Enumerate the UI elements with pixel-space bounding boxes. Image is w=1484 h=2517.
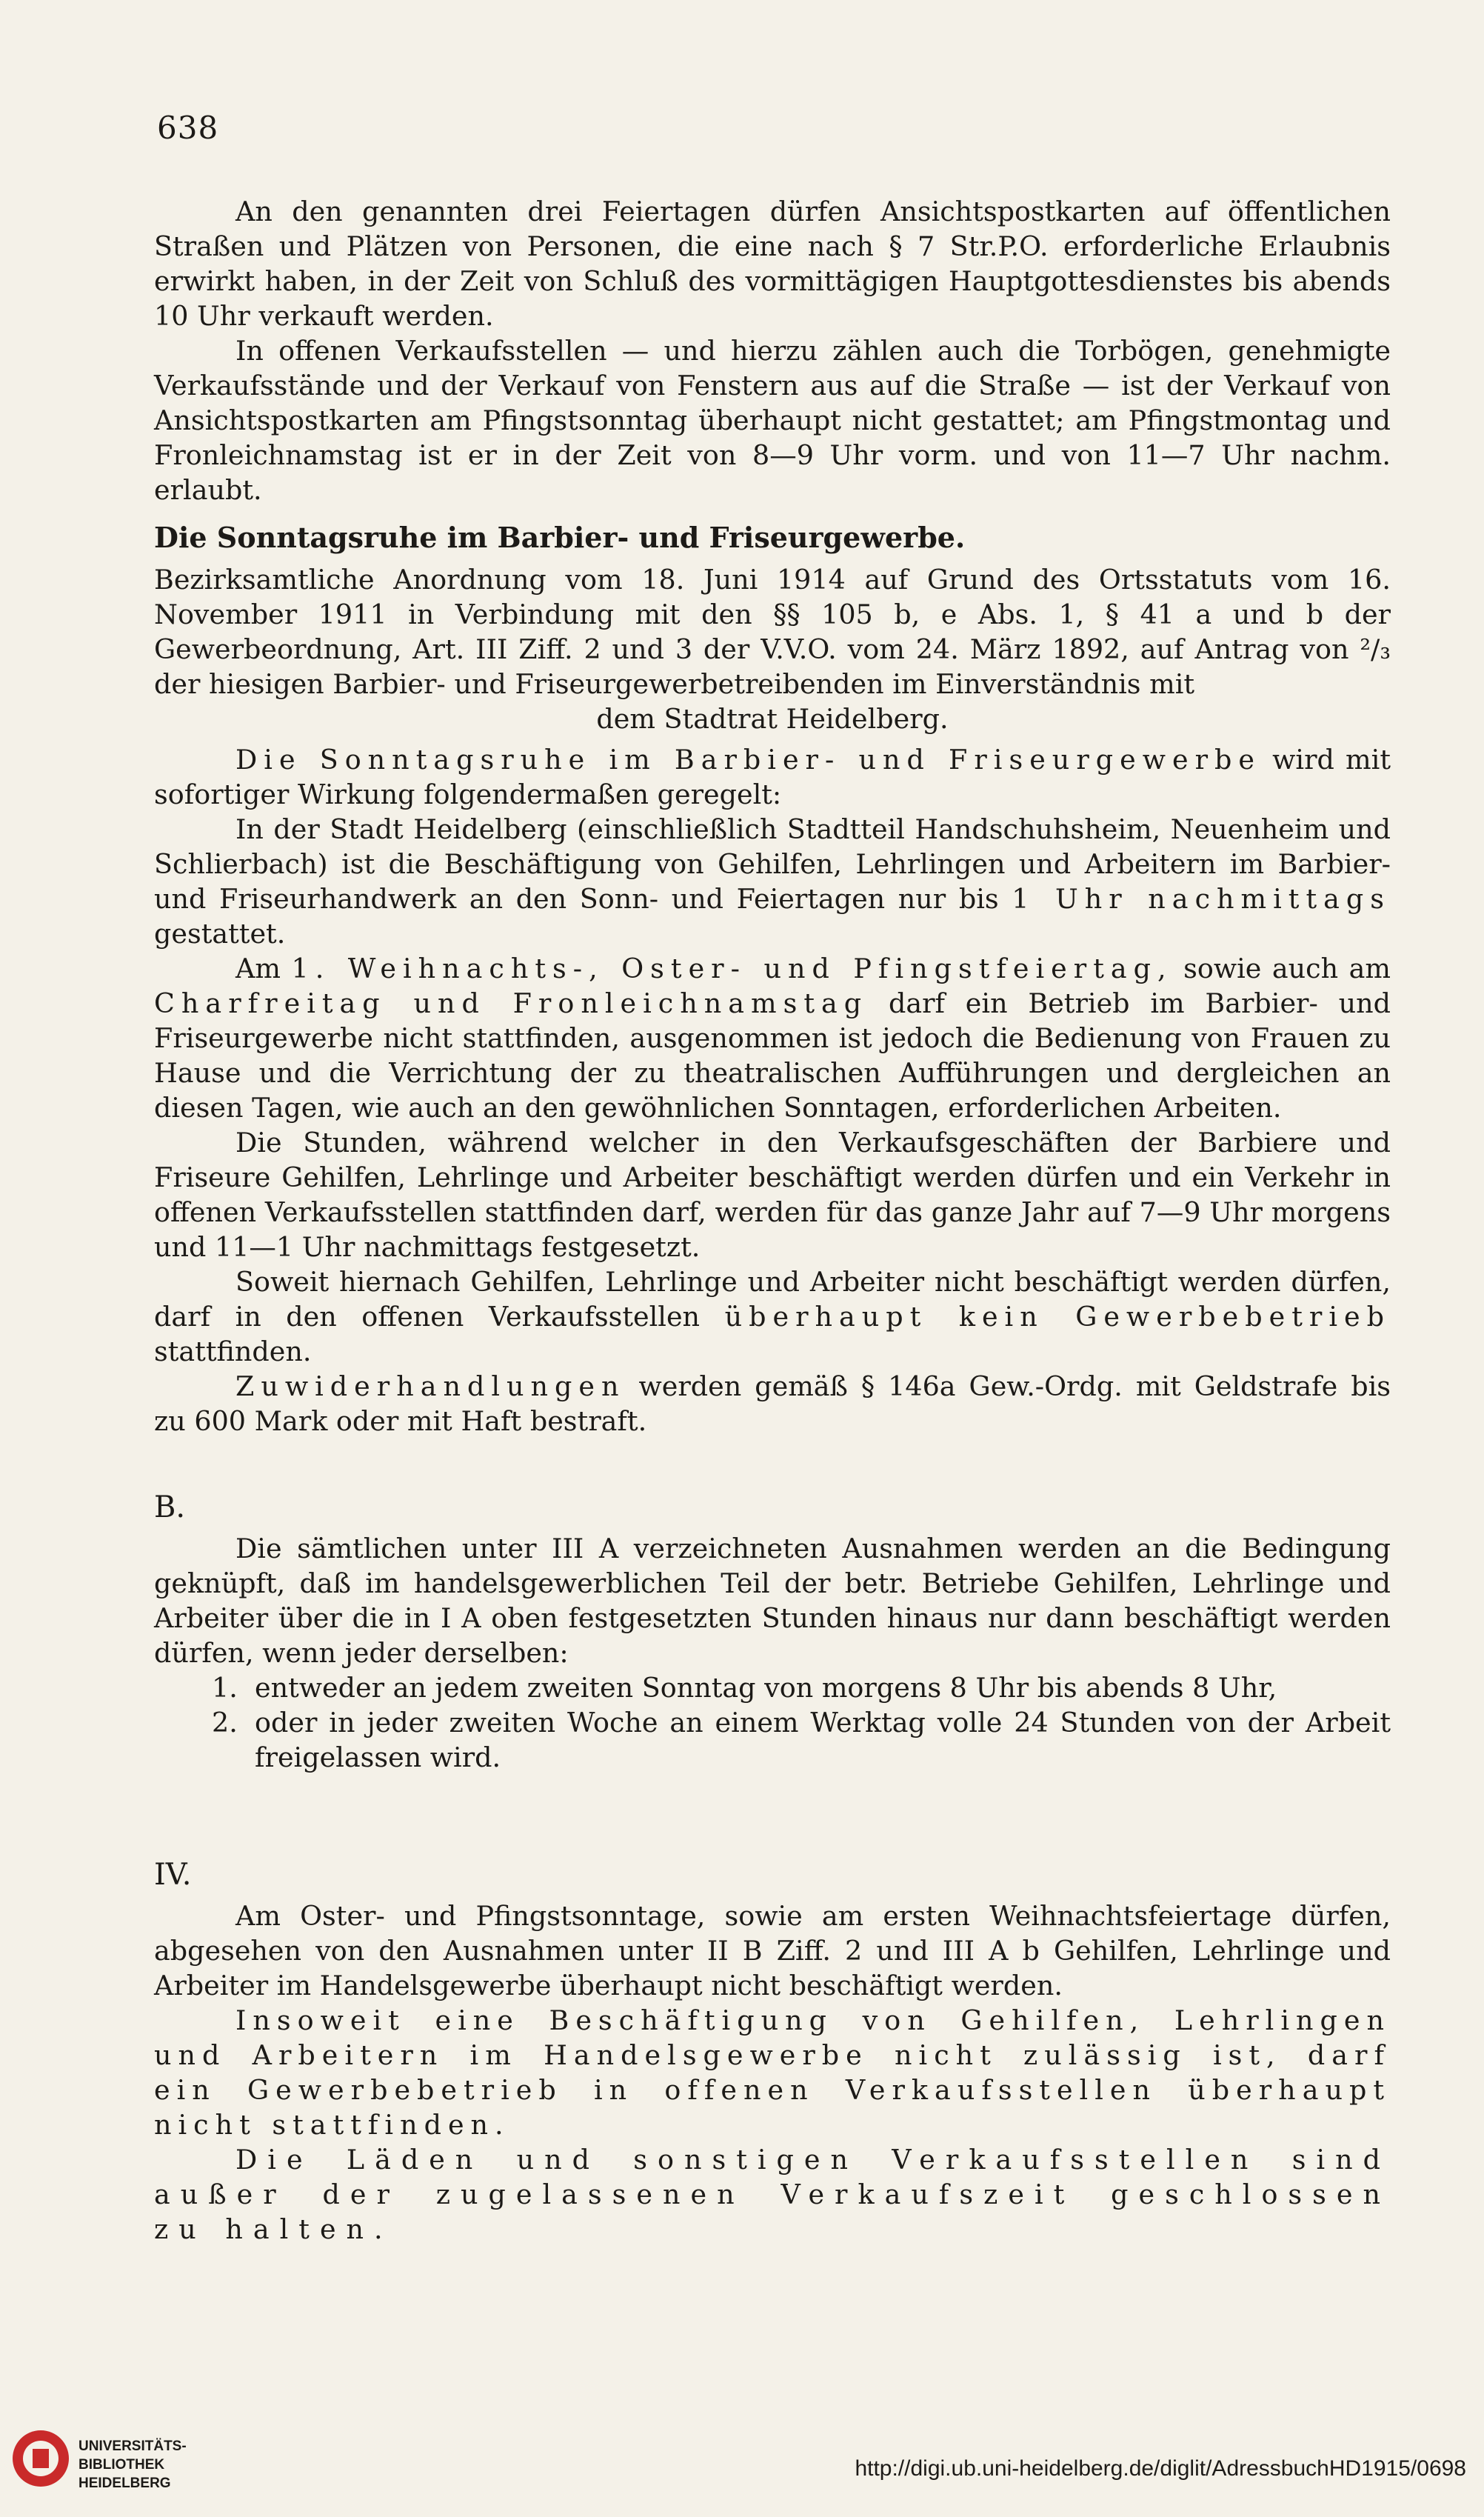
section-numeral: IV.: [154, 1858, 192, 1892]
section-iv: [154, 1858, 1391, 2247]
library-name: UNIVERSITÄTS- BIBLIOTHEK HEIDELBERG: [78, 2438, 187, 2491]
paragraph: An den genannten drei Feiertagen dürfen Ansichtspostkarten auf öffentlichen Straßen und Plätzen von Personen, die eine nach § 7 Str.P.O. erforderliche Erlaubnis erwirkt haben, in der Zeit von Schluß des vormittägigen Hauptgottesdienstes bis abends 10 Uhr verkauft werden.: [154, 196, 1391, 332]
paragraph: Zuwiderhandlungen werden gemäß § 146a Gew.-Ordg. mit Geldstrafe bis zu 600 Mark oder mit Haft bestraft.: [154, 1370, 1391, 1437]
paragraph: Soweit hiernach Gehilfen, Lehrlinge und Arbeiter nicht beschäftigt werden dürfen, darf in den offenen Verkaufsstellen überhaupt kein Gewerbebetrieb stattfinden.: [154, 1266, 1391, 1367]
ordinance-reference: Bezirksamtliche Anordnung vom 18. Juni 1914 auf Grund des Ortsstatuts vom 16. November 1911 in Verbindung mit den §§ 105 b, e Abs. 1, § 41 a und b der Gewerbeordnung, Art. III Ziff. 2 und 3 der V.V.O. vom 24. März 1892, auf Antrag von ²/₃ der hiesigen Barbier- und Friseurgewerbetreibenden im Einverständnis mit: [154, 564, 1391, 700]
list-item: 2. oder in jeder zweiten Woche an einem Werktag volle 24 Stunden von der Arbeit freigelassen wird.: [212, 1707, 1391, 1773]
paragraph-spaced: Insoweit eine Beschäftigung von Gehilfen, Lehrlingen und Arbeitern im Handelsgewerbe nicht zulässig ist, darf ein Gewerbebetrieb in offenen Verkaufsstellen überhaupt nicht stattfinden.: [154, 2004, 1391, 2141]
paragraph: Am Oster- und Pfingstsonntage, sowie am ersten Weihnachtsfeiertage dürfen, abgesehen von den Ausnahmen unter II B Ziff. 2 und III A b Gehilfen, Lehrlinge und Arbeiter im Handelsgewerbe überhaupt nicht beschäftigt werden.: [154, 1900, 1391, 2001]
paragraph: Die Sonntagsruhe im Barbier- und Friseurgewerbe wird mit sofortiger Wirkung folgendermaßen geregelt:: [154, 744, 1391, 810]
section-heading: Die Sonntagsruhe im Barbier- und Friseurgewerbe.: [154, 521, 966, 554]
paragraph: In der Stadt Heidelberg (einschließlich Stadtteil Handschuhsheim, Neuenheim und Schlierbach) ist die Beschäftigung von Gehilfen, Lehrlingen und Arbeitern im Barbier- und Friseurhandwerk an den Sonn- und Feiertagen nur bis 1 Uhr nachmittags gestattet.: [154, 813, 1391, 950]
spaced-text: Zuwiderhandlungen: [235, 1370, 626, 1402]
ordinance-reference-end: dem Stadtrat Heidelberg.: [596, 703, 949, 735]
paragraph: Am 1. Weihnachts-, Oster- und Pfingstfeiertag, sowie auch am Charfreitag und Fronleichnamstag darf ein Betrieb im Barbier- und Friseurgewerbe nicht stattfinden, ausgenommen ist jedoch die Bedienung von Frauen zu Hause und die Verrichtung der zu theatralischen Aufführungen und dergleichen an diesen Tagen, wie auch an den gewöhnlichen Sonntagen, erforderlichen Arbeiten.: [154, 953, 1391, 1124]
spaced-text: überhaupt kein Gewerbebetrieb: [724, 1301, 1391, 1333]
barber-section: [154, 520, 1391, 1438]
source-url[interactable]: http://digi.ub.uni-heidelberg.de/diglit/AdressbuchHD1915/0698: [855, 2456, 1466, 2481]
spaced-text: 1 Uhr nachmittags: [1012, 883, 1391, 915]
paragraph: Die sämtlichen unter III A verzeichneten Ausnahmen werden an die Bedingung geknüpft, daß im handelsgewerblichen Teil der betr. Betriebe Gehilfen, Lehrlinge und Arbeiter über die in I A oben festgesetzten Stunden hinaus nur dann beschäftigt werden dürfen, wenn jeder derselben:: [154, 1533, 1391, 1669]
library-logo: [10, 2428, 233, 2502]
spaced-text: Charfreitag und Fronleichnamstag: [154, 987, 869, 1019]
section-letter: B.: [154, 1490, 186, 1524]
library-logo-icon: [10, 2428, 71, 2489]
list-item: 1. entweder an jedem zweiten Sonntag von morgens 8 Uhr bis abends 8 Uhr,: [212, 1672, 1277, 1704]
condition-list: [154, 1670, 1391, 1775]
section-b: [154, 1490, 1391, 1775]
spaced-text: 1. Weihnachts-, Oster- und Pfingstfeiertag,: [291, 953, 1173, 984]
intro-section: [154, 194, 1391, 507]
page-number: 638: [157, 110, 219, 146]
paragraph: Die Stunden, während welcher in den Verkaufsgeschäften der Barbiere und Friseure Gehilfen, Lehrlinge und Arbeiter beschäftigt werden dürfen und ein Verkehr in offenen Verkaufsstellen stattfinden darf, werden für das ganze Jahr auf 7—9 Uhr morgens und 11—1 Uhr nachmittags festgesetzt.: [154, 1127, 1391, 1263]
spaced-text: Die Sonntagsruhe im Barbier- und Friseurgewerbe: [235, 744, 1261, 776]
paragraph-spaced: Die Läden und sonstigen Verkaufsstellen sind außer der zugelassenen Verkaufszeit geschlossen zu halten.: [154, 2144, 1391, 2245]
paragraph: In offenen Verkaufsstellen — und hierzu zählen auch die Torbögen, genehmigte Verkaufsstände und der Verkauf von Fenstern aus auf die Straße — ist der Verkauf von Ansichtspostkarten am Pfingstsonntag überhaupt nicht gestattet; am Pfingstmontag und Fronleichnamstag ist er in der Zeit von 8—9 Uhr vorm. und von 11—7 Uhr nachm. erlaubt.: [154, 335, 1391, 506]
